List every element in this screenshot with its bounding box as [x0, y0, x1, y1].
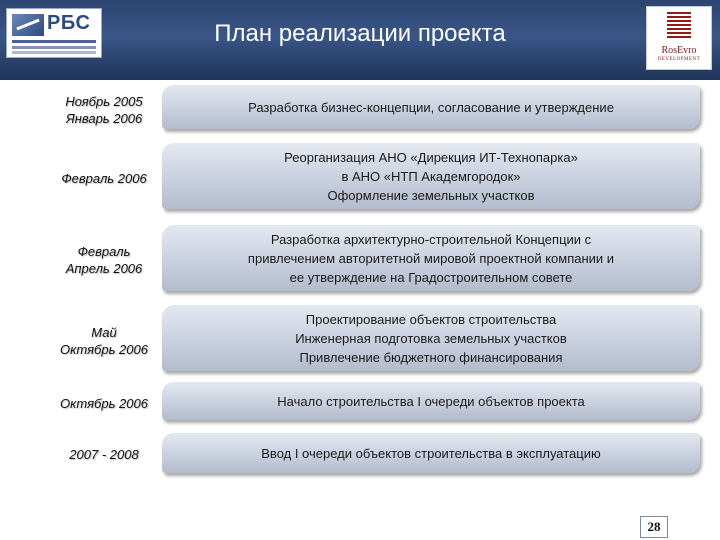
header-banner [0, 0, 720, 80]
date-line: Ноябрь 2005 [65, 94, 143, 109]
step-line: Реорганизация АНО «Дирекция ИТ-Технопарка» [284, 149, 578, 165]
timeline-step-box [162, 143, 700, 209]
step-line: Ввод I очереди объектов строительства в эксплуатацию [261, 445, 601, 461]
logo-stripe [12, 40, 96, 43]
page-number: 28 [640, 516, 668, 538]
step-line: ее утверждение на Градостроительном совете [289, 269, 573, 285]
date-line: Октябрь 2006 [60, 395, 148, 411]
timeline-step-box [162, 85, 700, 129]
step-line: Разработка архитектурно-строительной Концепции с [270, 231, 592, 247]
logo-stripe [12, 46, 96, 49]
timeline-date [38, 384, 170, 422]
step-line: Оформление земельных участков [327, 187, 535, 203]
step-line: Начало строительства I очереди объектов проекта [277, 393, 585, 409]
timeline-date [38, 434, 170, 474]
date-line: Январь 2006 [65, 111, 143, 126]
date-line: Май [91, 325, 117, 340]
logo-stripe [12, 51, 96, 54]
step-line: Разработка бизнес-концепции, согласование и утверждение [248, 99, 614, 115]
step-line: в АНО «НТП Академгородок» [341, 168, 521, 184]
timeline-step-box [162, 305, 700, 371]
rbs-logo-mark-icon [12, 14, 44, 36]
timeline-date [38, 88, 170, 132]
date-line: Февраль 2006 [61, 170, 147, 186]
step-line: Проектирование объектов строительства [305, 311, 557, 327]
timeline-date [38, 311, 170, 371]
slide-title: План реализации проекта [214, 20, 506, 47]
rosevro-logo [646, 6, 712, 70]
step-line: Инженерная подготовка земельных участков [295, 330, 567, 346]
timeline-date [38, 230, 170, 290]
date-line: 2007 - 2008 [69, 446, 139, 462]
rosevro-building-icon [667, 12, 691, 40]
rosevro-logo-name: RosEvro [661, 45, 697, 56]
step-line: привлечением авторитетной мировой проектной компании и [247, 250, 615, 266]
rbs-logo [6, 8, 102, 58]
timeline-date [38, 148, 170, 208]
timeline-step-box [162, 382, 700, 420]
timeline-step-box [162, 433, 700, 473]
step-line: Привлечение бюджетного финансирования [299, 349, 563, 365]
date-line: Апрель 2006 [65, 261, 143, 276]
rbs-logo-text: РБС [47, 12, 91, 34]
rosevro-logo-sub: DEVELOPMENT [657, 57, 701, 62]
timeline-step-box [162, 225, 700, 291]
date-line: Октябрь 2006 [60, 342, 148, 357]
date-line: Февраль [77, 244, 131, 259]
